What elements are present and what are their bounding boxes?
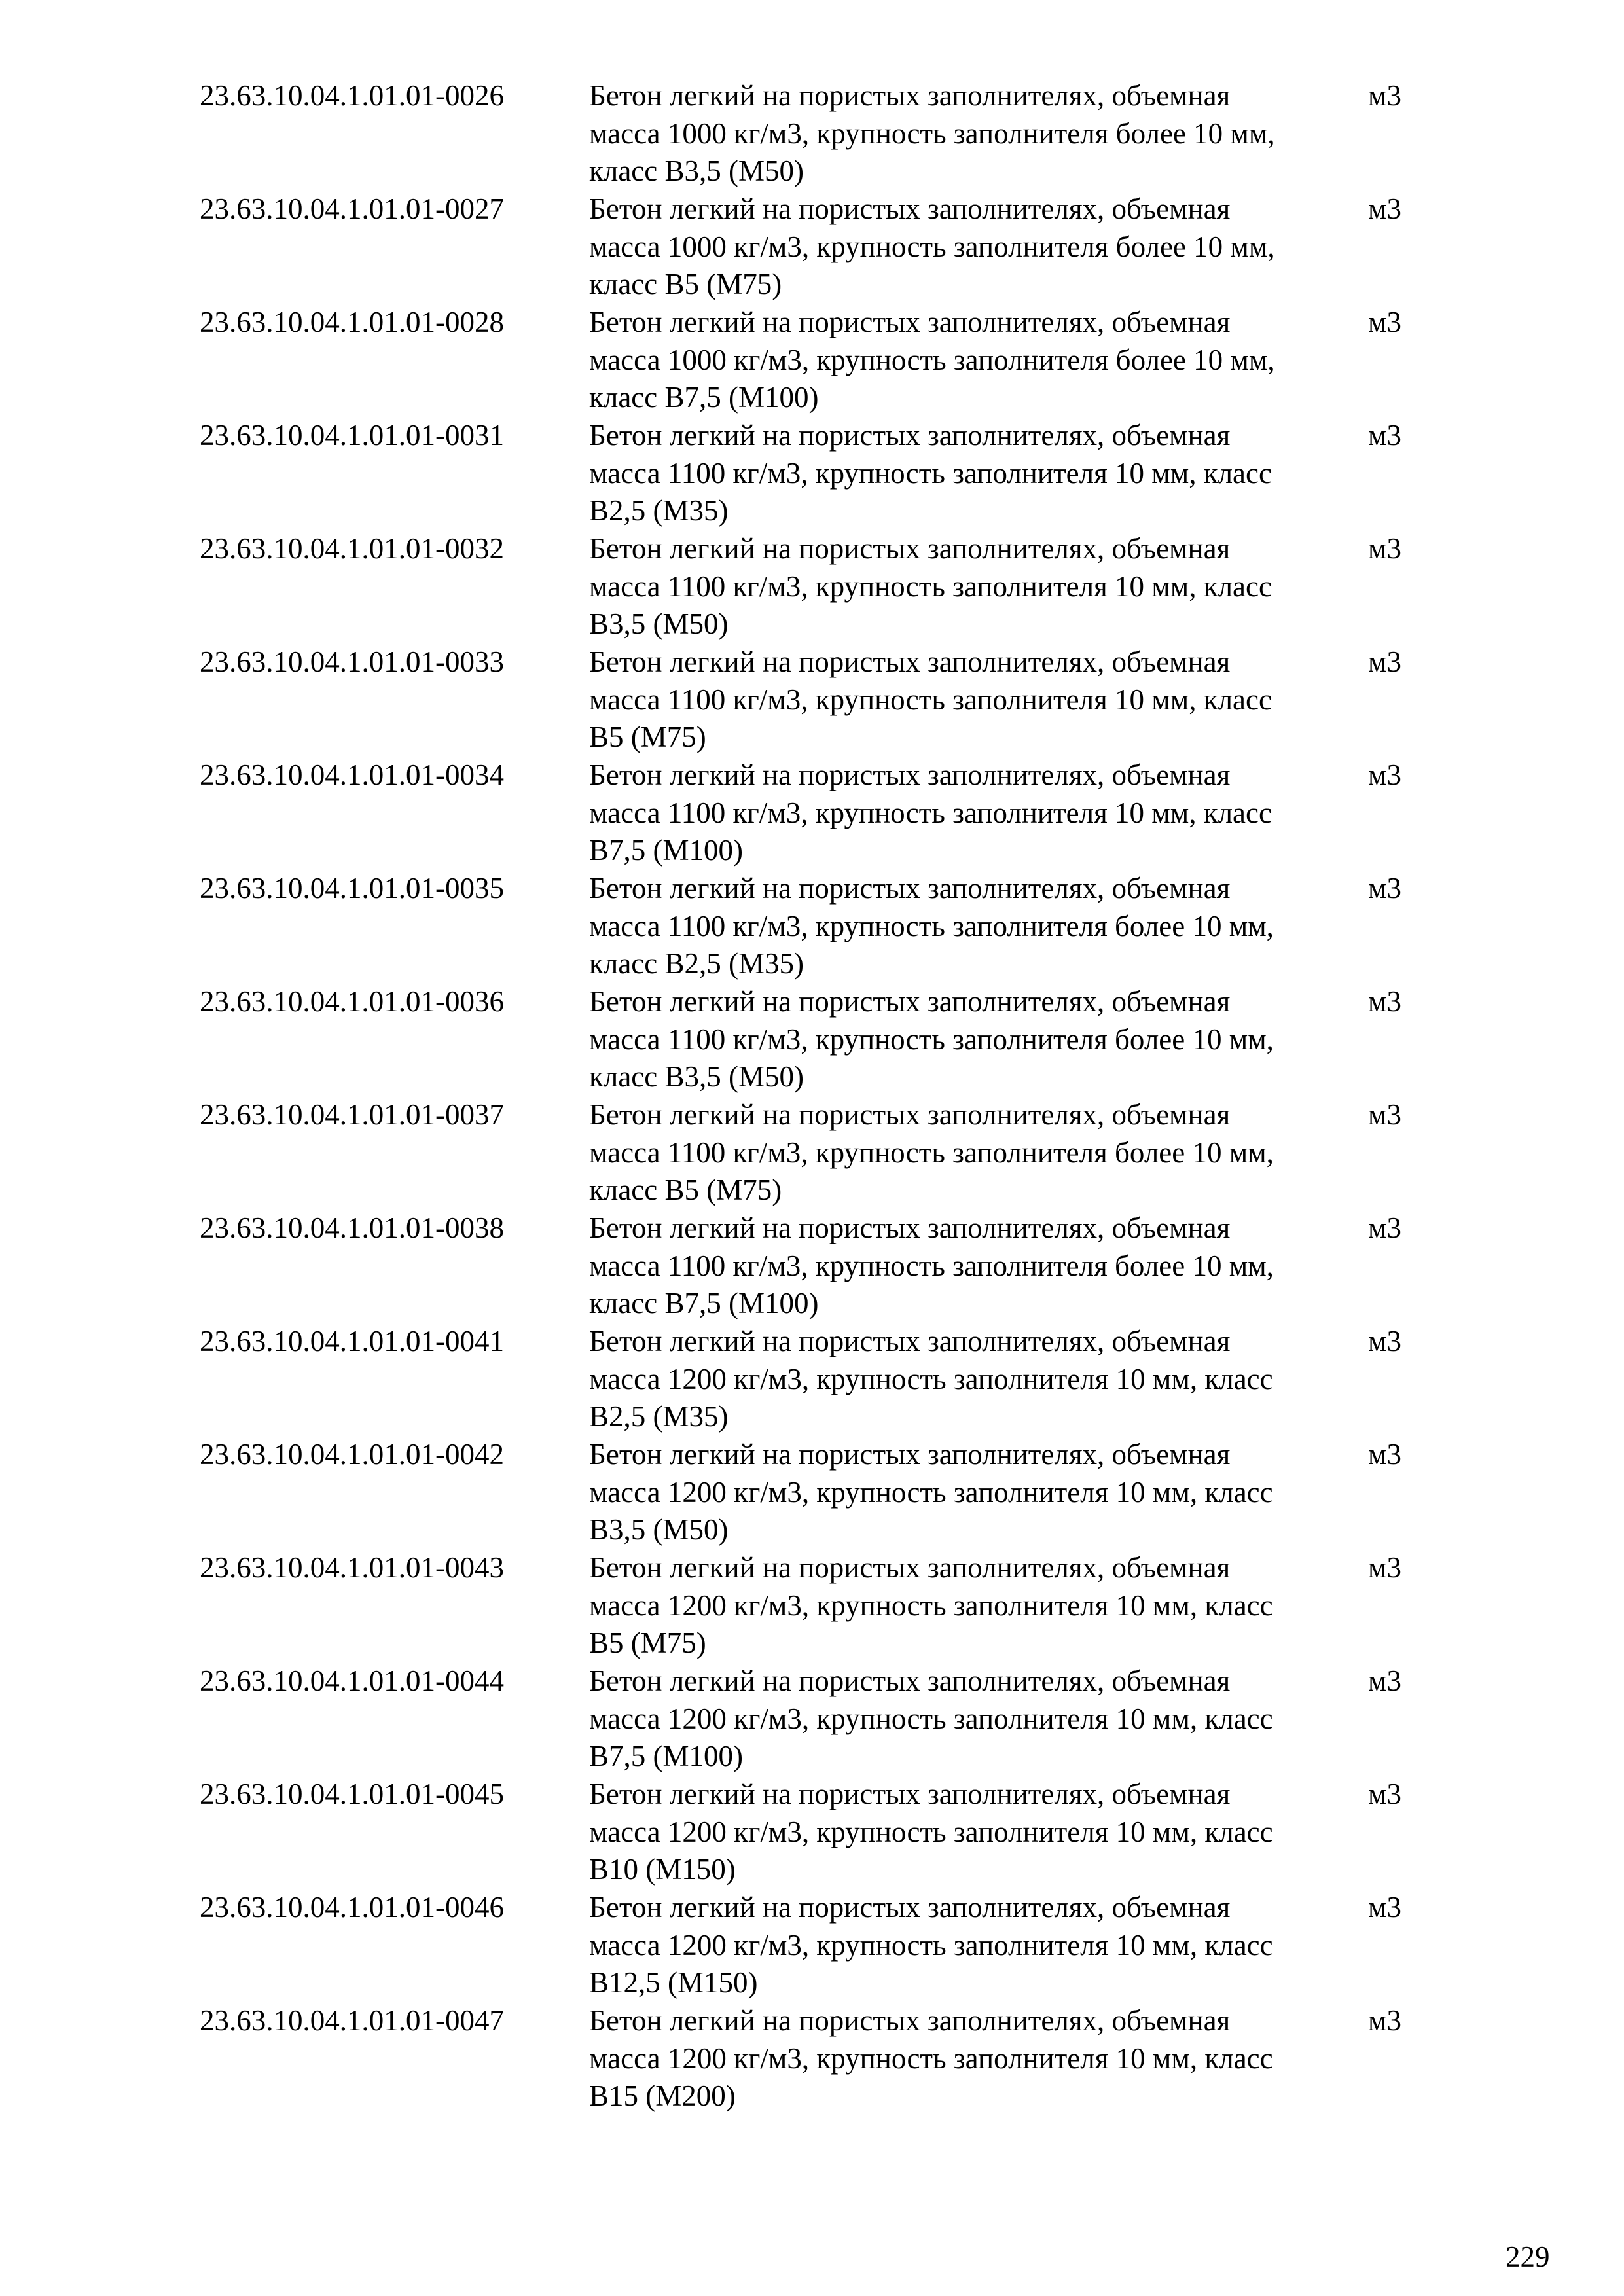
page-number: 229	[1506, 2240, 1550, 2273]
resource-description: Бетон легкий на пористых заполнителях, объемная масса 1100 кг/м3, крупность заполнителя 10 мм, класс В2,5 (М35)	[589, 419, 1272, 527]
resource-description: Бетон легкий на пористых заполнителях, объемная масса 1000 кг/м3, крупность заполнителя более 10 мм, класс В5 (М75)	[589, 192, 1275, 300]
resource-description: Бетон легкий на пористых заполнителях, объемная масса 1100 кг/м3, крупность заполнителя 10 мм, класс В3,5 (М50)	[589, 532, 1272, 640]
resource-description: Бетон легкий на пористых заполнителях, объемная масса 1100 кг/м3, крупность заполнителя более 10 мм, класс В2,5 (М35)	[589, 872, 1274, 980]
table-row	[200, 1549, 1456, 1662]
resource-code: 23.63.10.04.1.01.01-0026	[200, 79, 504, 112]
table-row	[200, 870, 1456, 983]
resource-code: 23.63.10.04.1.01.01-0028	[200, 306, 504, 338]
table-row	[200, 530, 1456, 643]
resource-code: 23.63.10.04.1.01.01-0031	[200, 419, 504, 452]
table-row	[200, 1096, 1456, 1210]
unit-of-measure: м3	[1368, 645, 1401, 678]
unit-of-measure: м3	[1368, 872, 1401, 905]
table-row	[200, 417, 1456, 530]
table-row	[200, 1776, 1456, 1889]
table-row	[200, 1210, 1456, 1323]
resource-code: 23.63.10.04.1.01.01-0035	[200, 872, 504, 905]
resource-code: 23.63.10.04.1.01.01-0027	[200, 192, 504, 225]
unit-of-measure: м3	[1368, 1778, 1401, 1810]
unit-of-measure: м3	[1368, 1098, 1401, 1131]
resource-description: Бетон легкий на пористых заполнителях, объемная масса 1200 кг/м3, крупность заполнителя 10 мм, класс В5 (М75)	[589, 1551, 1273, 1659]
table-row	[200, 757, 1456, 870]
resource-description: Бетон легкий на пористых заполнителях, объемная масса 1000 кг/м3, крупность заполнителя более 10 мм, класс В7,5 (М100)	[589, 306, 1275, 414]
table-row	[200, 1662, 1456, 1776]
resource-code: 23.63.10.04.1.01.01-0045	[200, 1778, 504, 1810]
table-row	[200, 1323, 1456, 1436]
unit-of-measure: м3	[1368, 419, 1401, 452]
unit-of-measure: м3	[1368, 1551, 1401, 1584]
resource-code: 23.63.10.04.1.01.01-0042	[200, 1438, 504, 1471]
unit-of-measure: м3	[1368, 79, 1401, 112]
unit-of-measure: м3	[1368, 192, 1401, 225]
resource-code: 23.63.10.04.1.01.01-0047	[200, 2004, 504, 2037]
resource-description: Бетон легкий на пористых заполнителях, объемная масса 1200 кг/м3, крупность заполнителя 10 мм, класс В2,5 (М35)	[589, 1325, 1273, 1433]
unit-of-measure: м3	[1368, 306, 1401, 338]
resource-code: 23.63.10.04.1.01.01-0041	[200, 1325, 504, 1357]
resource-description: Бетон легкий на пористых заполнителях, объемная масса 1100 кг/м3, крупность заполнителя 10 мм, класс В5 (М75)	[589, 645, 1272, 753]
unit-of-measure: м3	[1368, 1438, 1401, 1471]
resource-description: Бетон легкий на пористых заполнителях, объемная масса 1200 кг/м3, крупность заполнителя 10 мм, класс В10 (М150)	[589, 1778, 1273, 1886]
resource-description: Бетон легкий на пористых заполнителях, объемная масса 1000 кг/м3, крупность заполнителя более 10 мм, класс В3,5 (М50)	[589, 79, 1275, 187]
table-row	[200, 2002, 1456, 2115]
resource-description: Бетон легкий на пористых заполнителях, объемная масса 1200 кг/м3, крупность заполнителя 10 мм, класс В15 (М200)	[589, 2004, 1273, 2112]
resource-description: Бетон легкий на пористых заполнителях, объемная масса 1200 кг/м3, крупность заполнителя 10 мм, класс В7,5 (М100)	[589, 1664, 1273, 1772]
table-row	[200, 1889, 1456, 2002]
resource-code: 23.63.10.04.1.01.01-0038	[200, 1211, 504, 1244]
unit-of-measure: м3	[1368, 1891, 1401, 1924]
unit-of-measure: м3	[1368, 985, 1401, 1018]
resource-code: 23.63.10.04.1.01.01-0034	[200, 759, 504, 791]
table-row	[200, 1436, 1456, 1549]
resource-description: Бетон легкий на пористых заполнителях, объемная масса 1100 кг/м3, крупность заполнителя более 10 мм, класс В7,5 (М100)	[589, 1211, 1274, 1319]
resource-code: 23.63.10.04.1.01.01-0037	[200, 1098, 504, 1131]
unit-of-measure: м3	[1368, 1664, 1401, 1697]
unit-of-measure: м3	[1368, 2004, 1401, 2037]
table-row	[200, 190, 1456, 304]
resource-code: 23.63.10.04.1.01.01-0043	[200, 1551, 504, 1584]
resource-code: 23.63.10.04.1.01.01-0044	[200, 1664, 504, 1697]
resource-code: 23.63.10.04.1.01.01-0032	[200, 532, 504, 565]
unit-of-measure: м3	[1368, 1211, 1401, 1244]
table-row	[200, 643, 1456, 757]
unit-of-measure: м3	[1368, 1325, 1401, 1357]
resource-description: Бетон легкий на пористых заполнителях, объемная масса 1100 кг/м3, крупность заполнителя более 10 мм, класс В5 (М75)	[589, 1098, 1274, 1206]
price-list-table	[200, 77, 1456, 2115]
resource-description: Бетон легкий на пористых заполнителях, объемная масса 1100 кг/м3, крупность заполнителя более 10 мм, класс В3,5 (М50)	[589, 985, 1274, 1093]
resource-description: Бетон легкий на пористых заполнителях, объемная масса 1200 кг/м3, крупность заполнителя 10 мм, класс В12,5 (М150)	[589, 1891, 1273, 1999]
resource-code: 23.63.10.04.1.01.01-0036	[200, 985, 504, 1018]
resource-code: 23.63.10.04.1.01.01-0033	[200, 645, 504, 678]
table-row	[200, 304, 1456, 417]
resource-description: Бетон легкий на пористых заполнителях, объемная масса 1100 кг/м3, крупность заполнителя 10 мм, класс В7,5 (М100)	[589, 759, 1272, 867]
table-row	[200, 77, 1456, 190]
resource-code: 23.63.10.04.1.01.01-0046	[200, 1891, 504, 1924]
table-row	[200, 983, 1456, 1096]
resource-description: Бетон легкий на пористых заполнителях, объемная масса 1200 кг/м3, крупность заполнителя 10 мм, класс В3,5 (М50)	[589, 1438, 1273, 1546]
unit-of-measure: м3	[1368, 759, 1401, 791]
unit-of-measure: м3	[1368, 532, 1401, 565]
